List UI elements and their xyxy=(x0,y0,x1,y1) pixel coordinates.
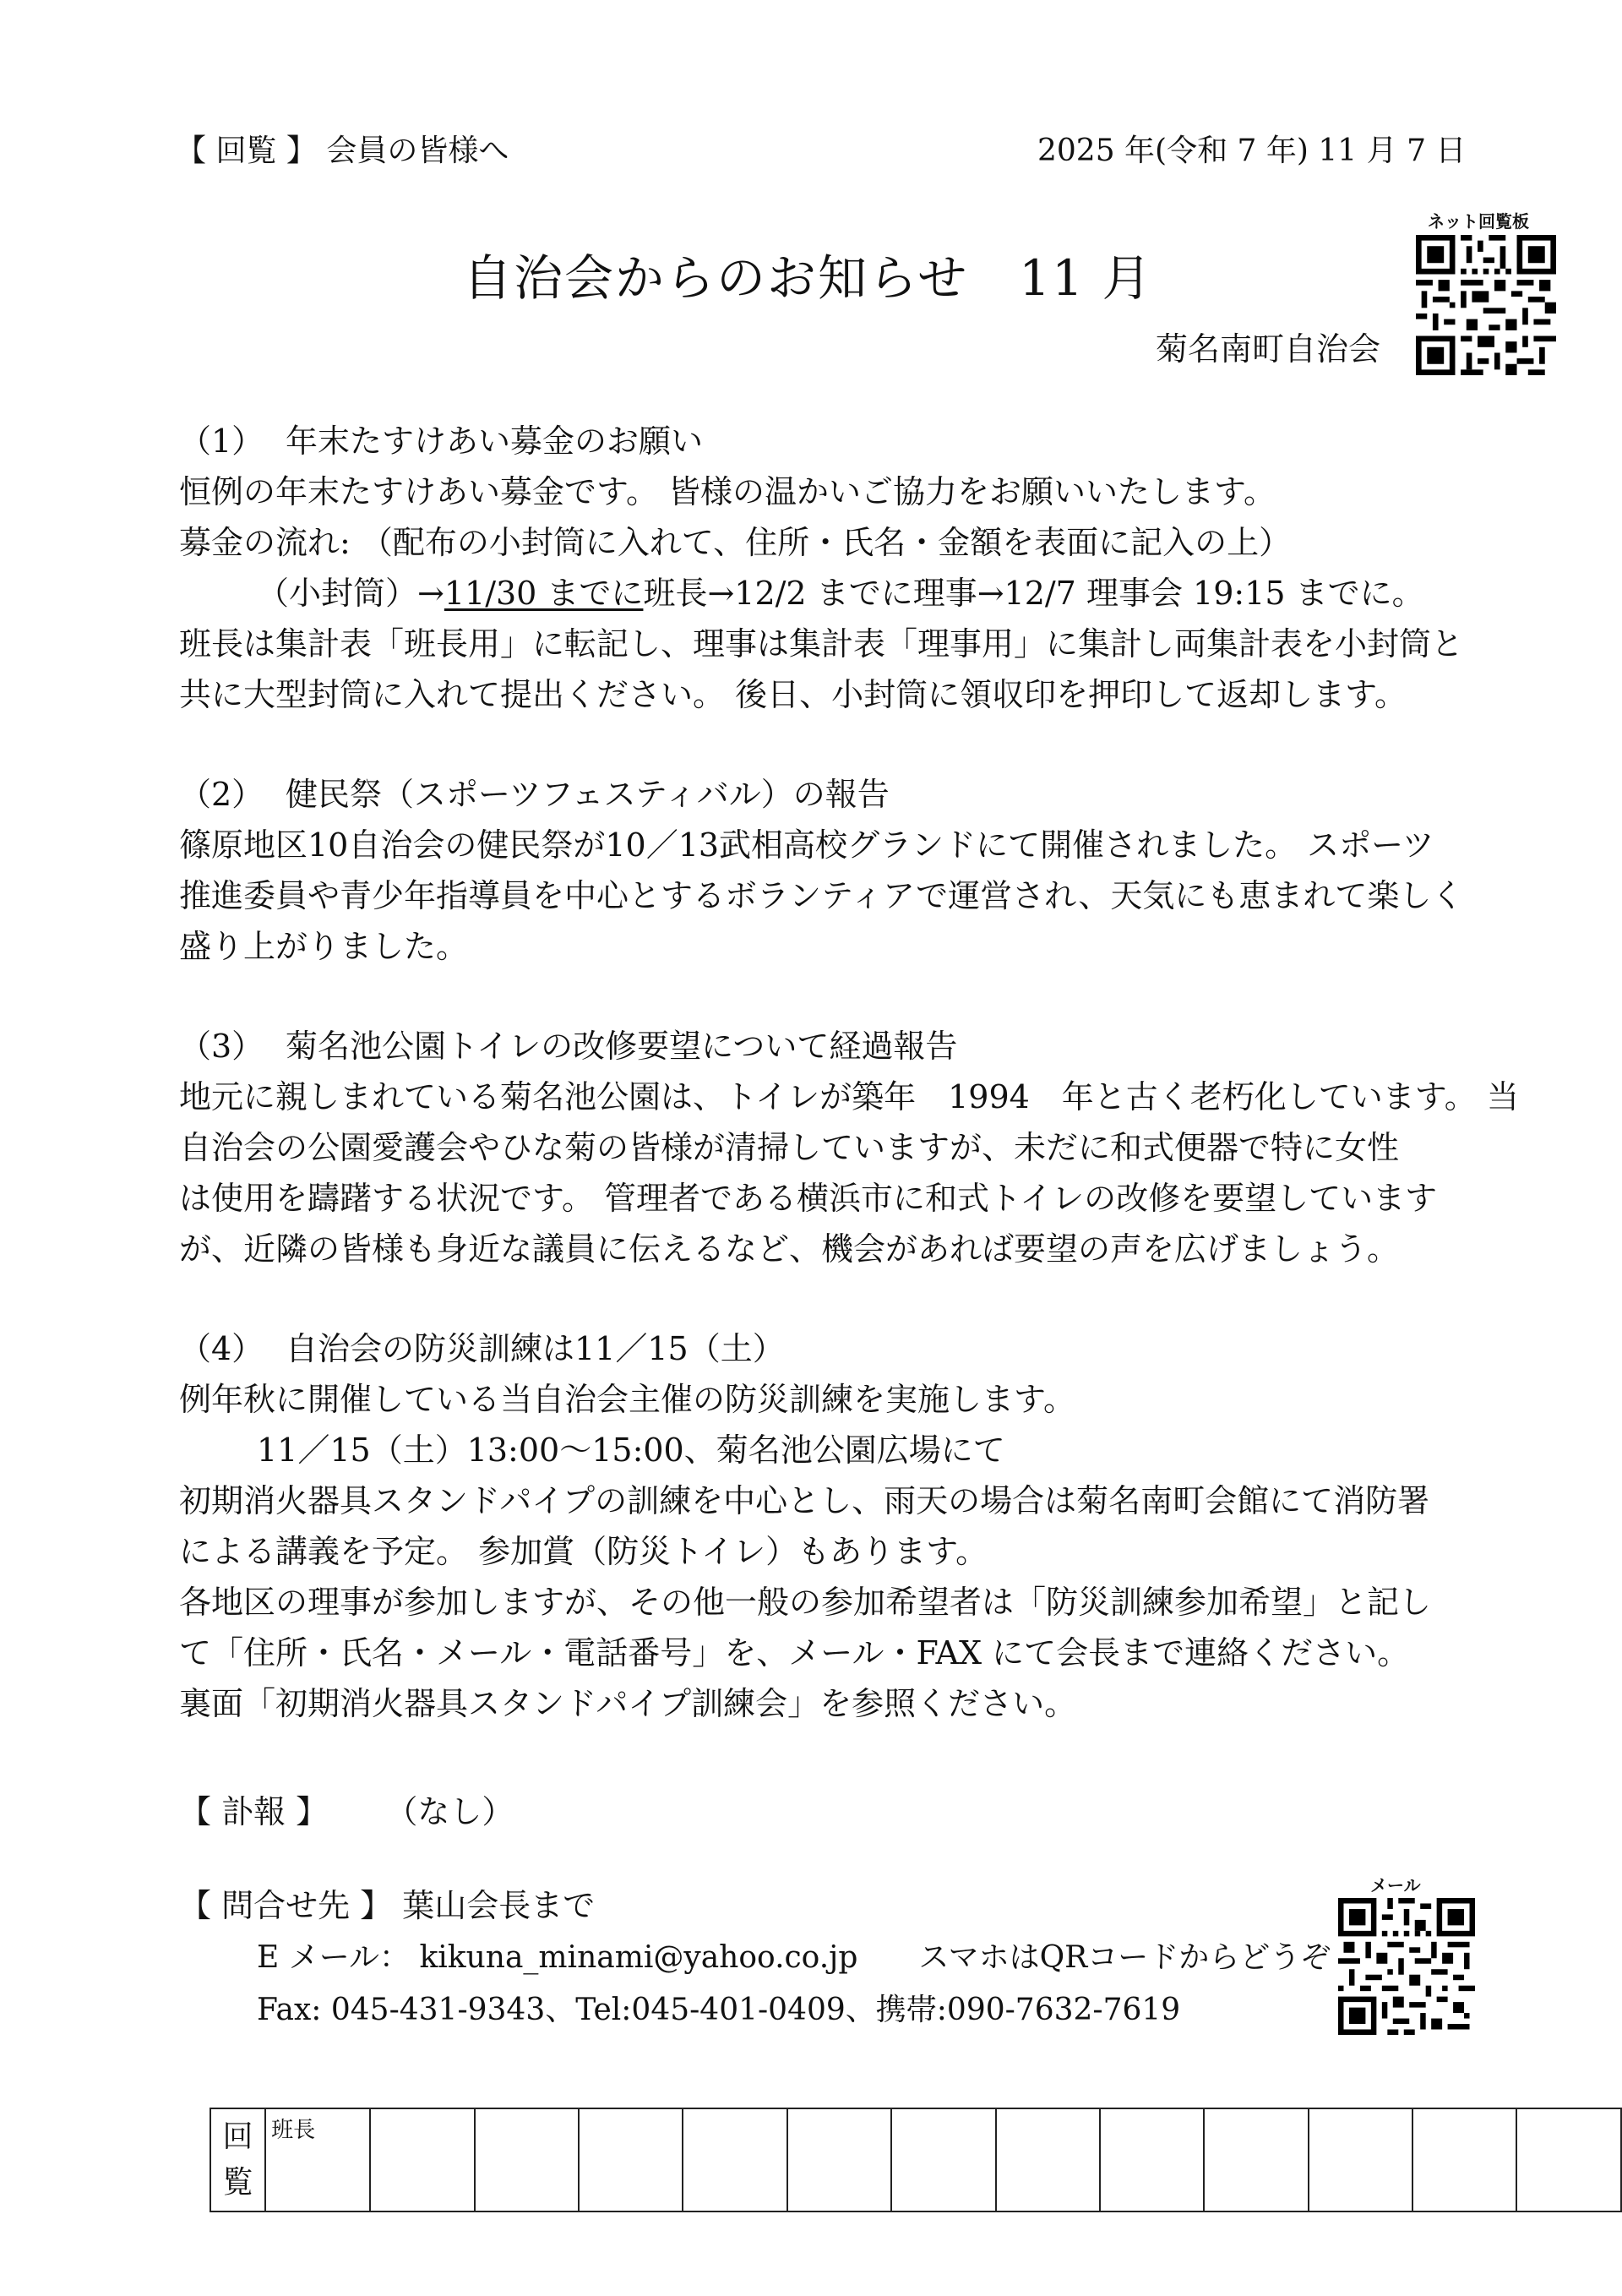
section-2-heading xyxy=(179,769,1531,820)
section-1-line: 班長は集計表「班長用」に転記し、理事は集計表「理事用」に集計し両集計表を小封筒と xyxy=(179,625,1464,663)
section-1-line: 共に大型封筒に入れて提出ください。 後日、小封筒に領収印を押印して返却します。 xyxy=(179,676,1407,713)
organization-name: 菊名南町自治会 xyxy=(1156,330,1381,368)
circulation-cell[interactable] xyxy=(787,2108,891,2211)
donation-flow xyxy=(179,568,1531,619)
qr-code-icon[interactable] xyxy=(1416,235,1556,375)
issue-date: 2025 年(令和 7 年) 11 月 7 日 xyxy=(1037,134,1467,168)
obituary-row xyxy=(179,1786,514,1832)
contact-phone-line: Fax: 045-431-9343、Tel:045-401-0409、携帯:090-7632-7619 xyxy=(257,1993,1181,2027)
section-2-line: 篠原地区10自治会の健民祭が10／13武相高校グランドにて開催されました。 スポーツ xyxy=(179,826,1434,864)
circulation-first-cell: 回 覧 xyxy=(210,2108,265,2211)
circulation-cell[interactable] xyxy=(1309,2108,1412,2211)
section-2-line: 推進委員や青少年指導員を中心とするボランティアで運営され、天気にも恵まれて楽しく xyxy=(179,877,1464,914)
circulation-cell[interactable] xyxy=(683,2108,787,2211)
section-1-number: （1） xyxy=(179,423,264,460)
flow-prefix: （小封筒）→ xyxy=(257,575,444,612)
contact-email-line[interactable]: E メール： kikuna_minami@yahoo.co.jp スマホはQRコードからどうぞ xyxy=(257,1940,1331,1975)
qr-top-label: ネット回覧板 xyxy=(1428,211,1529,232)
section-2-number: （2） xyxy=(179,776,264,813)
contact-block xyxy=(179,1879,1331,2037)
circulation-cell[interactable] xyxy=(1204,2108,1308,2211)
qr-code-icon[interactable] xyxy=(1338,1898,1475,2035)
section-1-heading xyxy=(179,416,1531,466)
obituary-label: 【 訃報 】 xyxy=(179,1793,329,1830)
section-1-line: 恒例の年末たすけあい募金です。 皆様の温かいご協力をお願いいたします。 xyxy=(179,473,1276,510)
flow-deadline: 11/30 までに xyxy=(444,575,644,612)
notice-body xyxy=(179,416,1531,1729)
contact-label: 【 問合せ先 】 葉山会長まで xyxy=(179,1887,596,1924)
section-3-heading xyxy=(179,1021,1531,1072)
circulation-cell[interactable] xyxy=(891,2108,995,2211)
flow-suffix: 班長→12/2 までに理事→12/7 理事会 19:15 までに。 xyxy=(643,575,1424,612)
section-4-line: て「住所・氏名・メール・電話番号」を、メール・FAX にて会長まで連絡ください。 xyxy=(179,1634,1410,1672)
circulation-table xyxy=(210,2108,1622,2212)
circulation-cell[interactable] xyxy=(475,2108,579,2211)
section-3-line: が、近隣の皆様も身近な議員に伝えるなど、機会があれば要望の声を広げましょう。 xyxy=(179,1230,1400,1268)
obituary-value: （なし） xyxy=(385,1793,514,1830)
page-title: 自治会からのお知らせ 11 月 xyxy=(463,249,1153,307)
circulation-cell[interactable] xyxy=(370,2108,474,2211)
section-4-number: （4） xyxy=(179,1330,264,1367)
section-2-line: 盛り上がりました。 xyxy=(179,928,469,965)
circulation-cell[interactable] xyxy=(996,2108,1100,2211)
drill-schedule: 11／15（土）13:00〜15:00、菊名池公園広場にて xyxy=(257,1432,1005,1469)
section-4-line: 各地区の理事が参加しますが、その他一般の参加希望者は「防災訓練参加希望」と記し xyxy=(179,1584,1432,1621)
section-4-line: 例年秋に開催している当自治会主催の防災訓練を実施します。 xyxy=(179,1381,1075,1418)
circulation-cell[interactable] xyxy=(1516,2108,1621,2211)
section-1-line: 募金の流れ: （配布の小封筒に入れて、住所・氏名・金額を表面に記入の上） xyxy=(179,524,1292,561)
qr-bottom-label: メール xyxy=(1370,1875,1421,1895)
section-4-heading xyxy=(179,1323,1531,1374)
section-4-line: による講義を予定。 参加賞（防災トイレ）もあります。 xyxy=(179,1533,988,1570)
section-3-line: 自治会の公園愛護会やひな菊の皆様が清掃していますが、未だに和式便器で特に女性 xyxy=(179,1129,1400,1166)
section-4-title: 自治会の防災訓練は11／15（土） xyxy=(286,1330,785,1367)
circulation-cell-hancho[interactable]: 班長 xyxy=(265,2108,370,2211)
section-3-line: 地元に親しまれている菊名池公園は、トイレが築年 1994 年と古く老朽化しています。 当 xyxy=(179,1078,1519,1115)
circulation-cell[interactable] xyxy=(1412,2108,1516,2211)
circulation-cell[interactable] xyxy=(1100,2108,1204,2211)
circulation-cell[interactable] xyxy=(579,2108,683,2211)
section-3-title: 菊名池公園トイレの改修要望について経過報告 xyxy=(286,1028,958,1065)
section-2-title: 健民祭（スポーツフェスティバル）の報告 xyxy=(286,776,890,813)
section-4-line: 初期消火器具スタンドパイプの訓練を中心とし、雨天の場合は菊名南町会館にて消防署 xyxy=(179,1482,1430,1519)
section-3-line: は使用を躊躇する状況です。 管理者である横浜市に和式トイレの改修を要望しています xyxy=(179,1180,1438,1217)
section-4-line: 裏面「初期消火器具スタンドパイプ訓練会」を参照ください。 xyxy=(179,1685,1077,1722)
section-3-number: （3） xyxy=(179,1028,264,1065)
section-1-title: 年末たすけあい募金のお願い xyxy=(286,423,704,460)
circular-header-label: 【 回覧 】 会員の皆様へ xyxy=(176,134,509,168)
